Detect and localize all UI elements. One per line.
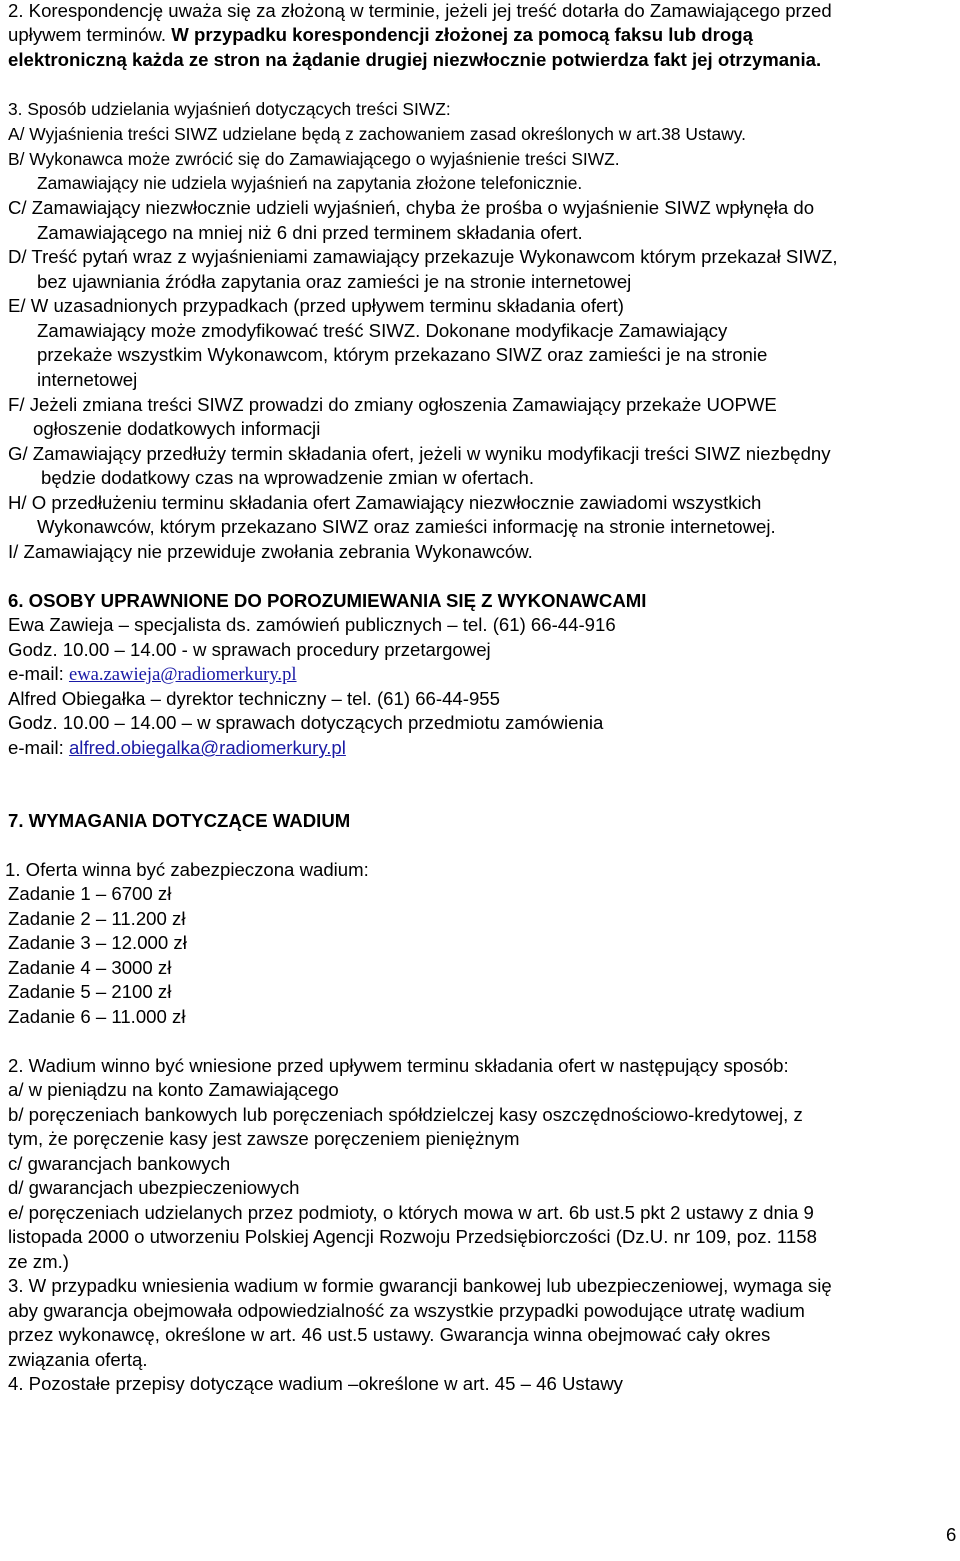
- sec3-item-f-2: ogłoszenie dodatkowych informacji: [33, 418, 321, 439]
- sec2-line-2: [8, 24, 753, 46]
- zadanie-item: Zadanie 3 – 12.000 zł: [8, 932, 187, 953]
- sec3-item-g-1: G/ Zamawiający przedłuży termin składania ofert, jeżeli w wyniku modyfikacji treści SIWZ niezbędny: [8, 443, 831, 464]
- sec3-item-d-2: bez ujawniania źródła zapytania oraz zamieści je na stronie internetowej: [37, 271, 632, 292]
- wadium-3-line-4: związania ofertą.: [8, 1349, 148, 1370]
- wadium-2-b-2: tym, że poręczenie kasy jest zawsze poręczeniem pieniężnym: [8, 1128, 520, 1149]
- sec3-item-e-4: internetowej: [37, 369, 138, 390]
- sec3-item-b-2: Zamawiający nie udziela wyjaśnień na zapytania złożone telefonicznie.: [37, 173, 583, 193]
- sec3-item-d-1: D/ Treść pytań wraz z wyjaśnieniami zamawiający przekazuje Wykonawcom którym przekazał SIWZ,: [8, 246, 838, 267]
- wadium-3-line-1: 3. W przypadku wniesienia wadium w formie gwarancji bankowej lub ubezpieczeniowej, wymaga się: [8, 1275, 832, 1296]
- wadium-2-e-2: listopada 2000 o utworzeniu Polskiej Agencji Rozwoju Przedsiębiorczości (Dz.U. nr 109, poz. 1158: [8, 1226, 817, 1247]
- sec7-title: 7. WYMAGANIA DOTYCZĄCE WADIUM: [8, 810, 351, 831]
- contact-2-email-link[interactable]: alfred.obiegalka@radiomerkury.pl: [68, 737, 346, 758]
- page-number: 6: [946, 1524, 957, 1545]
- wadium-2-d: d/ gwarancjach ubezpieczeniowych: [8, 1177, 300, 1198]
- sec3-item-g-2: będzie dodatkowy czas na wprowadzenie zmian w ofertach.: [41, 467, 534, 488]
- contact-2-hours: Godz. 10.00 – 14.00 – w sprawach dotyczących przedmiotu zamówienia: [8, 712, 604, 733]
- wadium-1-title: 1. Oferta winna być zabezpieczona wadium:: [5, 859, 369, 880]
- wadium-2-title: 2. Wadium winno być wniesione przed upływem terminu składania ofert w następujący sposób:: [8, 1055, 789, 1076]
- sec2-line-1: 2. Korespondencję uważa się za złożoną w terminie, jeżeli jej treść dotarła do Zamawiającego przed: [8, 0, 832, 21]
- contact-1-email-line: [8, 663, 297, 686]
- wadium-3-line-3: przez wykonawcę, określone w art. 46 ust.5 ustawy. Gwarancja winna obejmować cały okres: [8, 1324, 771, 1345]
- wadium-2-c: c/ gwarancjach bankowych: [8, 1153, 231, 1174]
- sec6-title: 6. OSOBY UPRAWNIONE DO POROZUMIEWANIA SIĘ Z WYKONAWCAMI: [8, 590, 647, 611]
- zadanie-item: Zadanie 6 – 11.000 zł: [8, 1006, 186, 1027]
- sec3-title: 3. Sposób udzielania wyjaśnień dotyczących treści SIWZ:: [8, 99, 451, 119]
- sec3-item-a: A/ Wyjaśnienia treści SIWZ udzielane będą z zachowaniem zasad określonych w art.38 Ustawy.: [8, 124, 746, 144]
- sec3-item-h-1: H/ O przedłużeniu terminu składania ofert Zamawiający niezwłocznie zawiadomi wszystkich: [8, 492, 762, 513]
- sec3-item-b-1: B/ Wykonawca może zwrócić się do Zamawiającego o wyjaśnienie treści SIWZ.: [8, 149, 620, 169]
- contact-1-hours: Godz. 10.00 – 14.00 - w sprawach procedury przetargowej: [8, 639, 491, 660]
- wadium-2-a: a/ w pieniądzu na konto Zamawiającego: [8, 1079, 339, 1100]
- wadium-2-b-1: b/ poręczeniach bankowych lub poręczeniach spółdzielczej kasy oszczędnościowo-kredytowej, z: [8, 1104, 803, 1125]
- zadanie-item: Zadanie 1 – 6700 zł: [8, 883, 172, 904]
- contact-1-email-link[interactable]: ewa.zawieja@radiomerkury.pl: [68, 664, 297, 685]
- wadium-3-line-2: aby gwarancja obejmowała odpowiedzialność za wszystkie przypadki powodujące utratę wadium: [8, 1300, 805, 1321]
- sec3-item-h-2: Wykonawców, którym przekazano SIWZ oraz zamieści informację na stronie internetowej.: [37, 516, 776, 537]
- sec3-item-i: I/ Zamawiający nie przewiduje zwołania zebrania Wykonawców.: [8, 541, 533, 562]
- sec3-item-e-2: Zamawiający może zmodyfikować treść SIWZ. Dokonane modyfikacje Zamawiający: [37, 320, 728, 341]
- wadium-4: 4. Pozostałe przepisy dotyczące wadium –określone w art. 45 – 46 Ustawy: [8, 1373, 623, 1394]
- sec2-line-3: elektroniczną każda ze stron na żądanie drugiej niezwłocznie potwierdza fakt jej otrzymania.: [8, 49, 822, 70]
- wadium-2-e-3: ze zm.): [8, 1251, 69, 1272]
- contact-2-email-line: [8, 737, 346, 759]
- sec3-item-e-3: przekaże wszystkim Wykonawcom, którym przekazano SIWZ oraz zamieści je na stronie: [37, 344, 768, 365]
- email-label: e-mail:: [8, 663, 69, 684]
- sec3-item-c-2: Zamawiającego na mniej niż 6 dni przed terminem składania ofert.: [37, 222, 583, 243]
- sec2-line-2-plain: upływem terminów.: [8, 24, 172, 45]
- sec3-item-e-1: E/ W uzasadnionych przypadkach (przed upływem terminu składania ofert): [8, 295, 624, 316]
- zadanie-item: Zadanie 4 – 3000 zł: [8, 957, 172, 978]
- sec3-item-f-1: F/ Jeżeli zmiana treści SIWZ prowadzi do zmiany ogłoszenia Zamawiający przekaże UOPWE: [8, 394, 777, 415]
- contact-1-name: Ewa Zawieja – specjalista ds. zamówień publicznych – tel. (61) 66-44-916: [8, 614, 616, 635]
- zadanie-item: Zadanie 5 – 2100 zł: [8, 981, 172, 1002]
- sec3-item-c-1: C/ Zamawiający niezwłocznie udzieli wyjaśnień, chyba że prośba o wyjaśnienie SIWZ wpłynęła do: [8, 197, 815, 218]
- email-label: e-mail:: [8, 737, 69, 758]
- zadanie-item: Zadanie 2 – 11.200 zł: [8, 908, 186, 929]
- wadium-2-e-1: e/ poręczeniach udzielanych przez podmioty, o których mowa w art. 6b ust.5 pkt 2 ustawy z dnia 9: [8, 1202, 814, 1223]
- sec2-line-2-bold: W przypadku korespondencji złożonej za pomocą faksu lub drogą: [171, 24, 753, 45]
- contact-2-name: Alfred Obiegałka – dyrektor techniczny – tel. (61) 66-44-955: [8, 688, 500, 709]
